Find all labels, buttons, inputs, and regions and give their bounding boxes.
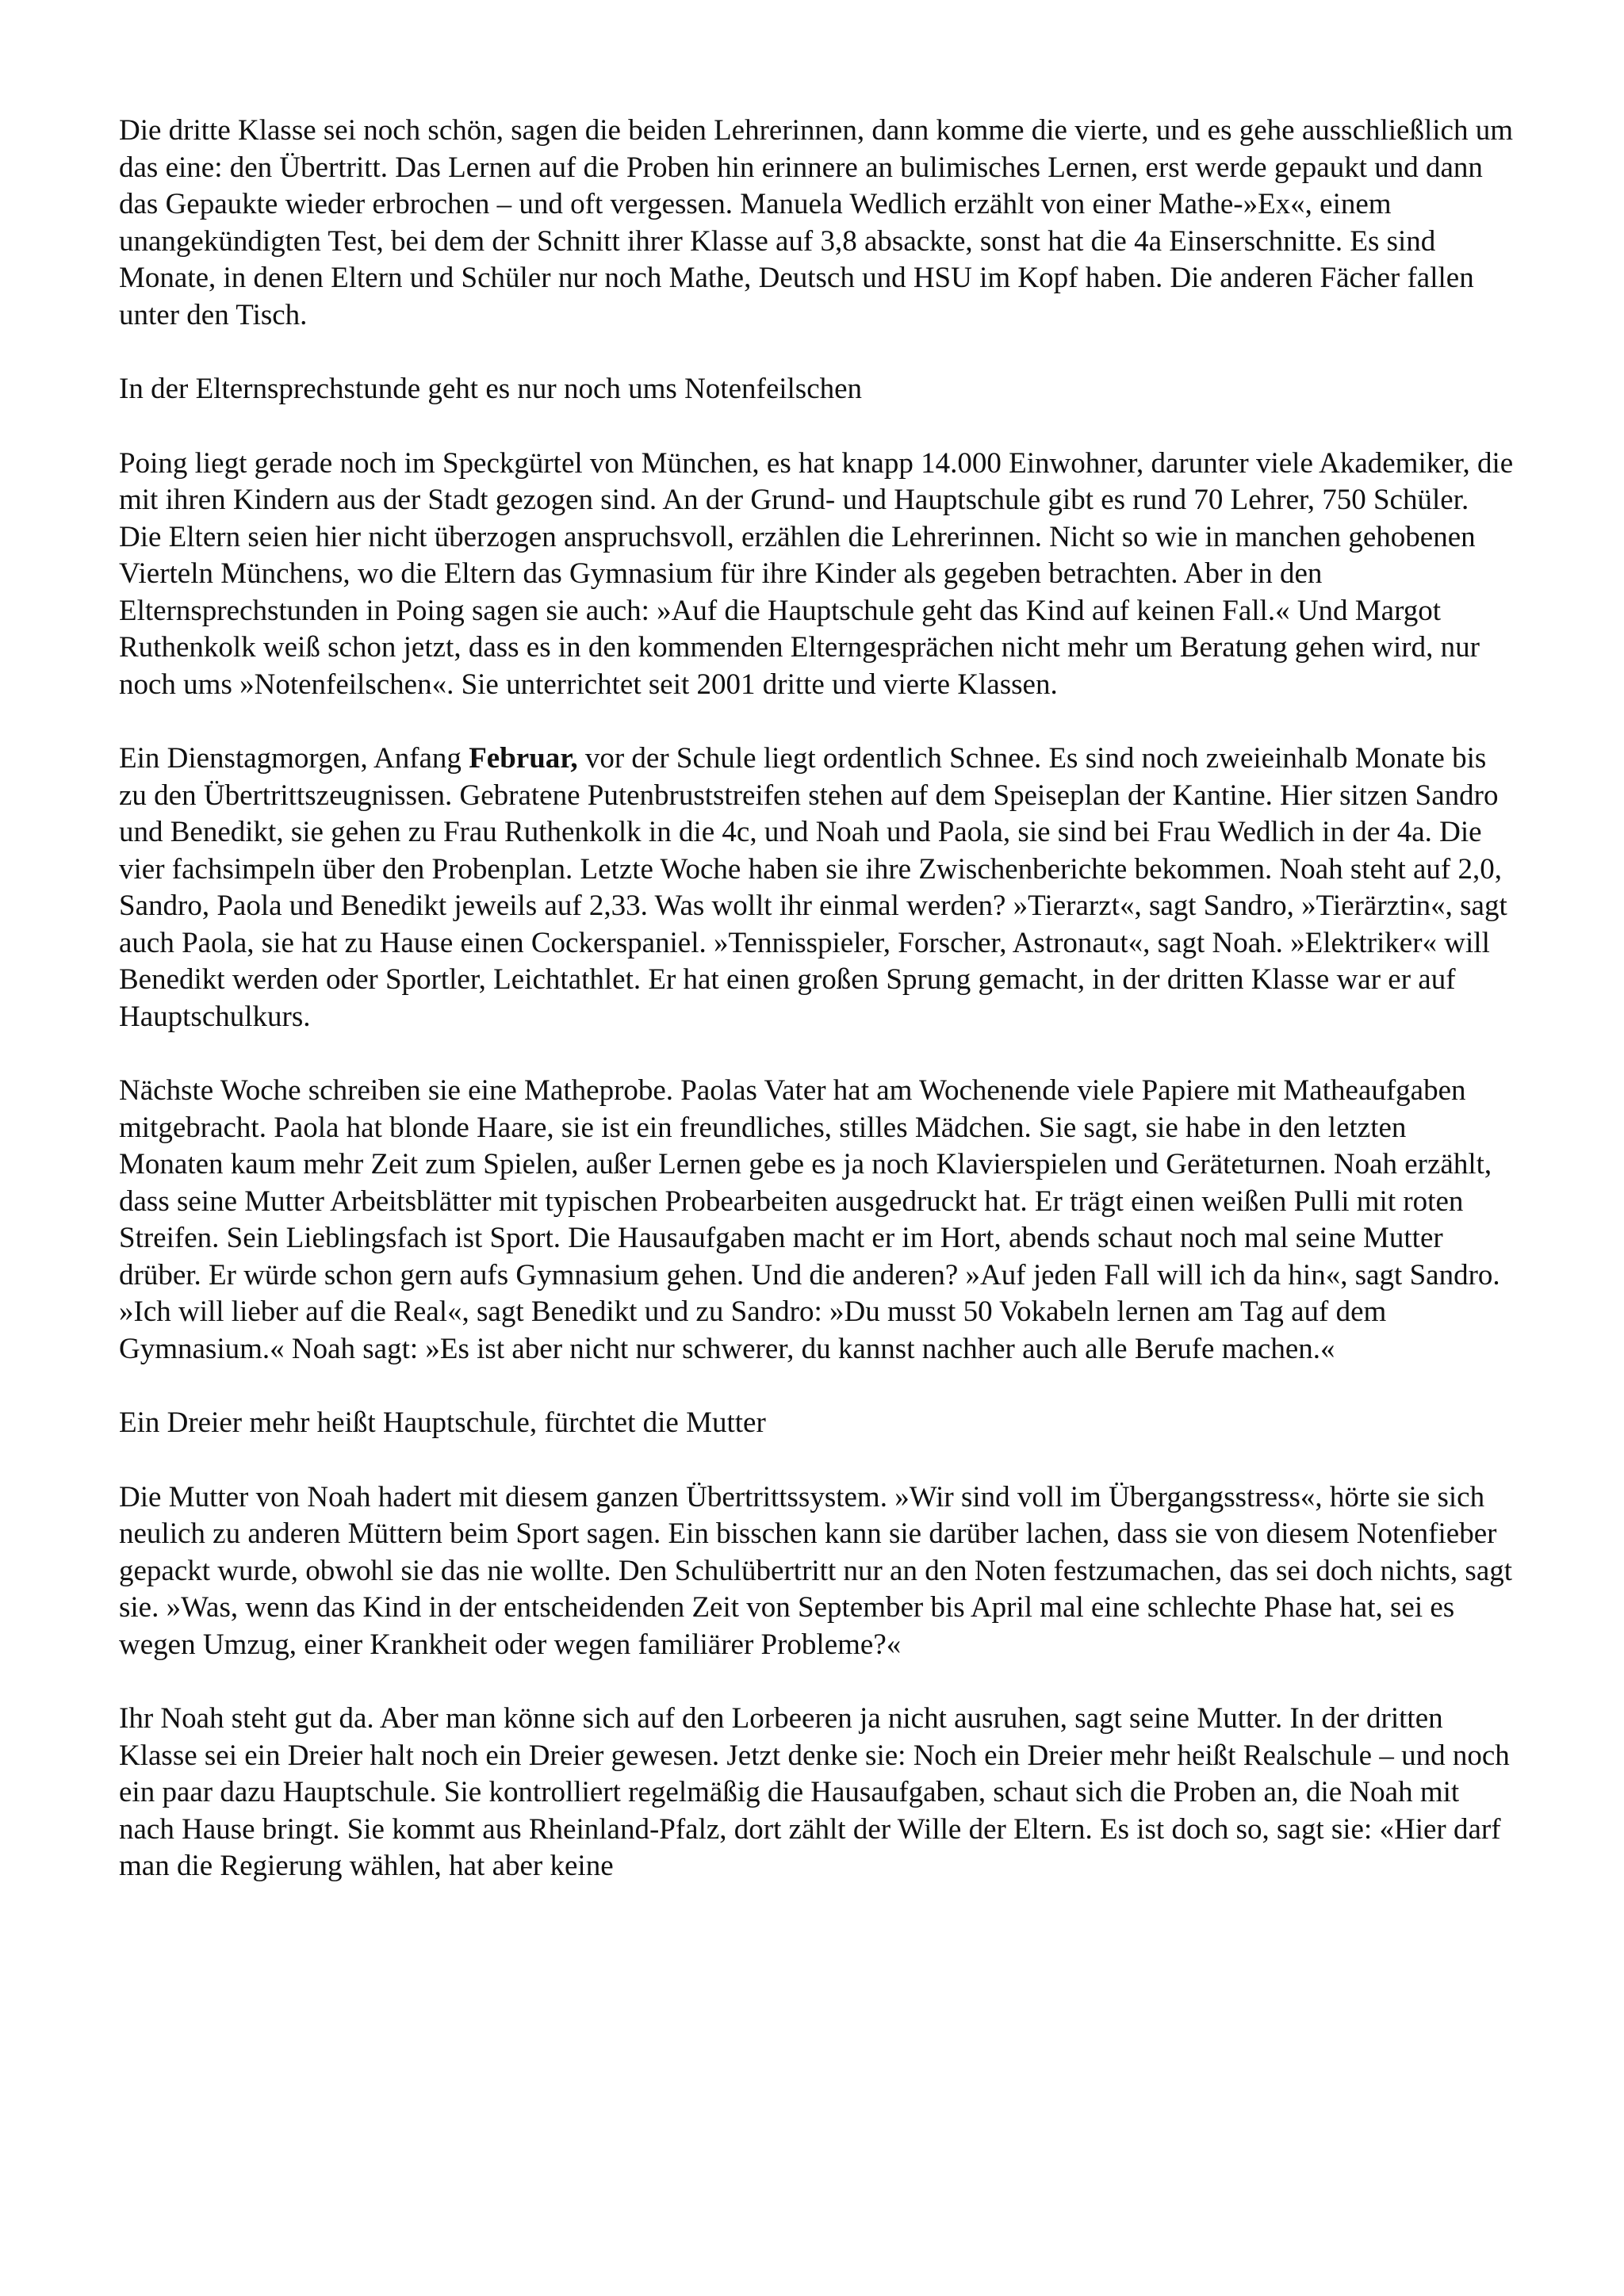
paragraph-intro: Die dritte Klasse sei noch schön, sagen die beiden Lehrerinnen, dann komme die vierte, und es gehe ausschließlich um das eine: den Übertritt. Das Lernen auf die Proben hin erinnere an bulimisches Lernen, erst werde gepaukt und dann das Gepaukte wieder erbrochen – und oft vergessen. Manuela Wedlich erzählt von einer Mathe-»Ex«, einem unangekündigten Test, bei dem der Schnitt ihrer Klasse auf 3,8 absackte, sonst hat die 4a Einserschnitte. Es sind Monate, in denen Eltern und Schüler nur noch Mathe, Deutsch und HSU im Kopf haben. Die anderen Fächer fallen unter den Tisch. [119,114,1513,331]
subheading-dreier: Ein Dreier mehr heißt Hauptschule, fürchtet die Mutter [119,1406,766,1439]
paragraph-mutter-uebertritt: Die Mutter von Noah hadert mit diesem ganzen Übertrittssystem. »Wir sind voll im Übergangsstress«, hörte sie sich neulich zu anderen Müttern beim Sport sagen. Ein bisschen kann sie darüber lachen, dass sie von diesem Notenfieber gepackt wurde, obwohl sie das nie wollte. Den Schulübertritt nur an den Noten festzumachen, das sei doch nichts, sagt sie. »Was, wenn das Kind in der entscheidenden Zeit von September bis April mal eine schlechte Phase hat, sei es wegen Umzug, einer Krankheit oder wegen familiärer Probleme?« [119,1480,1513,1661]
article-page [119,113,1515,1923]
paragraph-matheprobe: Nächste Woche schreiben sie eine Matheprobe. Paolas Vater hat am Wochenende viele Papiere mit Matheaufgaben mitgebracht. Paola hat blonde Haare, sie ist ein freundliches, stilles Mädchen. Sie sagt, sie habe in den letzten Monaten kaum mehr Zeit zum Spielen, außer Lernen gebe es ja noch Klavierspielen und Geräteturnen. Noah erzählt, dass seine Mutter Arbeitsblätter mit typischen Probearbeiten ausgedruckt hat. Er trägt einen weißen Pulli mit roten Streifen. Sein Lieblingsfach ist Sport. Die Hausaufgaben macht er im Hort, abends schaut noch mal seine Mutter drüber. Er würde schon gern aufs Gymnasium gehen. Und die anderen? »Auf jeden Fall will ich da hin«, sagt Sandro. »Ich will lieber auf die Real«, sagt Benedikt und zu Sandro: »Du musst 50 Vokabeln lernen am Tag auf dem Gymnasium.« Noah sagt: »Es ist aber nicht nur schwerer, du kannst nachher auch alle Berufe machen.« [119,1074,1500,1365]
paragraph-noah-steht-gut: Ihr Noah steht gut da. Aber man könne sich auf den Lorbeeren ja nicht ausruhen, sagt seine Mutter. In der dritten Klasse sei ein Dreier halt noch ein Dreier gewesen. Jetzt denke sie: Noch ein Dreier mehr heißt Realschule – und noch ein paar dazu Hauptschule. Sie kontrolliert regelmäßig die Hausaufgaben, schaut sich die Proben an, die Noah mit nach Hause bringt. Sie kommt aus Rheinland-Pfalz, dort zählt der Wille der Eltern. Es ist doch so, sagt sie: «Hier darf man die Regierung wählen, hat aber keine [119,1702,1510,1882]
paragraph-dienstagmorgen-rest: vor der Schule liegt ordentlich Schnee. Es sind noch zweieinhalb Monate bis zu den Übertrittszeugnissen. Gebratene Putenbruststreifen stehen auf dem Speiseplan der Kantine. Hier sitzen Sandro und Benedikt, sie gehen zu Frau Ruthenkolk in die 4c, und Noah und Paola, sie sind bei Frau Wedlich in der 4a. Die vier fachsimpeln über den Probenplan. Letzte Woche haben sie ihre Zwischenberichte bekommen. Noah steht auf 2,0, Sandro, Paola und Benedikt jeweils auf 2,33. Was wollt ihr einmal werden? »Tierarzt«, sagt Sandro, »Tierärztin«, sagt auch Paola, sie hat zu Hause einen Cockerspaniel. »Tennisspieler, Forscher, Astronaut«, sagt Noah. »Elektriker« will Benedikt werden oder Sportler, Leichtathlet. Er hat einen großen Sprung gemacht, in der dritten Klasse war er auf Hauptschulkurs. [119,742,1507,1033]
paragraph-dienstagmorgen [119,740,1515,1035]
subheading-elternsprechstunde: In der Elternsprechstunde geht es nur noch ums Notenfeilschen [119,373,863,405]
paragraph-dienstagmorgen-start: Ein Dienstagmorgen, Anfang [119,742,469,775]
paragraph-poing: Poing liegt gerade noch im Speckgürtel von München, es hat knapp 14.000 Einwohner, darunter viele Akademiker, die mit ihren Kindern aus der Stadt gezogen sind. An der Grund- und Hauptschule gibt es rund 70 Lehrer, 750 Schüler. Die Eltern seien hier nicht überzogen anspruchsvoll, erzählen die Lehrerinnen. Nicht so wie in manchen gehobenen Vierteln Münchens, wo die Eltern das Gymnasium für ihre Kinder als gegeben betrachten. Aber in den Elternsprechstunden in Poing sagen sie auch: »Auf die Hauptschule geht das Kind auf keinen Fall.« Und Margot Ruthenkolk weiß schon jetzt, dass es in den kommenden Elterngesprächen nicht mehr um Beratung gehen wird, nur noch ums »Notenfeilschen«. Sie unterrichtet seit 2001 dritte und vierte Klassen. [119,446,1514,701]
bold-februar: Februar, [469,742,578,775]
